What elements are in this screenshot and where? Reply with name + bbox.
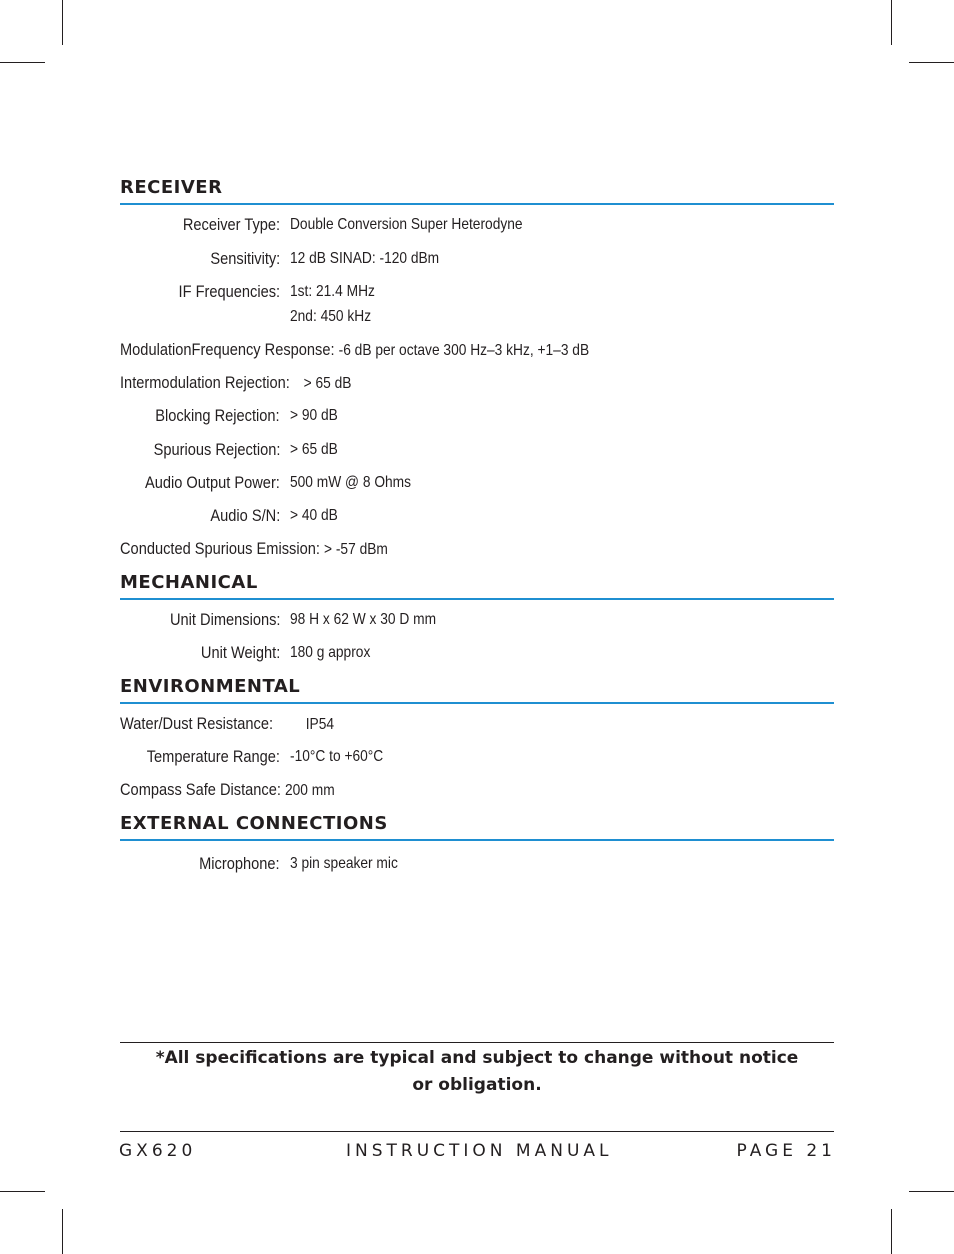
external-connections-section-header [120, 812, 834, 836]
spec-value: > 65 dB [303, 375, 352, 392]
crop-mark [62, 1209, 63, 1254]
crop-mark [909, 62, 954, 63]
spec-value: 3 pin speaker mic [290, 855, 398, 872]
spec-label: Unit Dimensions: [169, 610, 280, 629]
spec-value: 500 mW @ 8 Ohms [290, 474, 412, 491]
crop-mark [891, 1209, 892, 1254]
spec-row [120, 779, 335, 802]
disclaimer-line: or obligation. [412, 1075, 542, 1095]
section-title: MECHANICAL [120, 572, 258, 593]
spec-value: > 90 dB [290, 407, 338, 424]
spec-value: 1st: 21.4 MHz [290, 283, 375, 300]
crop-mark [891, 0, 892, 45]
spec-label: Audio S/N: [210, 506, 280, 525]
spec-label: Microphone: [199, 854, 280, 873]
spec-value: > -57 dBm [323, 541, 388, 558]
spec-value: > 65 dB [290, 441, 338, 458]
crop-mark [0, 62, 45, 63]
spec-label: IF Frequencies: [178, 282, 280, 301]
spec-value: -6 dB per octave 300 Hz–3 kHz, +1–3 dB [338, 342, 590, 359]
crop-mark [62, 0, 63, 45]
spec-value: 180 g approx [290, 644, 371, 661]
section-divider [120, 702, 834, 704]
spec-label: Blocking Rejection: [155, 406, 280, 425]
spec-row [120, 713, 334, 736]
spec-label: Unit Weight: [200, 643, 280, 662]
spec-label: Compass Safe Distance: [120, 780, 281, 799]
spec-label: Spurious Rejection: [153, 440, 280, 459]
spec-value: Double Conversion Super Heterodyne [290, 216, 523, 233]
disclaimer-note [120, 1045, 834, 1099]
crop-mark [0, 1191, 45, 1192]
footer-divider [120, 1131, 834, 1132]
spec-label: Sensitivity: [210, 249, 280, 268]
spec-value: 2nd: 450 kHz [290, 308, 372, 325]
note-divider [120, 1042, 834, 1043]
spec-value: 12 dB SINAD: -120 dBm [290, 250, 440, 267]
footer-title: INSTRUCTION MANUAL [346, 1141, 613, 1161]
spec-label: Water/Dust Resistance: [120, 714, 274, 733]
section-divider [120, 598, 834, 600]
disclaimer-line: *All specifications are typical and subject to change without notice [155, 1048, 799, 1068]
spec-row [120, 538, 388, 561]
spec-label: Intermodulation Rejection: [120, 373, 290, 392]
spec-label: Audio Output Power: [145, 473, 280, 492]
spec-row [120, 372, 351, 395]
section-divider [120, 203, 834, 205]
spec-label: ModulationFrequency Response: [120, 340, 335, 359]
spec-label: Conducted Spurious Emission: [120, 539, 320, 558]
section-title: ENVIRONMENTAL [120, 676, 301, 697]
spec-value: > 40 dB [290, 507, 338, 524]
mechanical-section-header [120, 571, 834, 595]
footer-page-number: PAGE 21 [736, 1141, 836, 1161]
section-divider [120, 839, 834, 841]
crop-mark [909, 1191, 954, 1192]
receiver-section-header [120, 176, 834, 200]
section-title: EXTERNAL CONNECTIONS [120, 813, 388, 834]
spec-value: -10°C to +60°C [290, 748, 384, 765]
spec-value: 98 H x 62 W x 30 D mm [290, 611, 437, 628]
spec-value: IP54 [305, 716, 335, 733]
spec-label: Temperature Range: [146, 747, 280, 766]
spec-value: 200 mm [284, 782, 335, 799]
environmental-section-header [120, 675, 834, 699]
spec-label: Receiver Type: [182, 215, 280, 234]
footer-model: GX620 [119, 1141, 197, 1161]
spec-row [120, 339, 589, 362]
section-title: RECEIVER [120, 177, 223, 198]
